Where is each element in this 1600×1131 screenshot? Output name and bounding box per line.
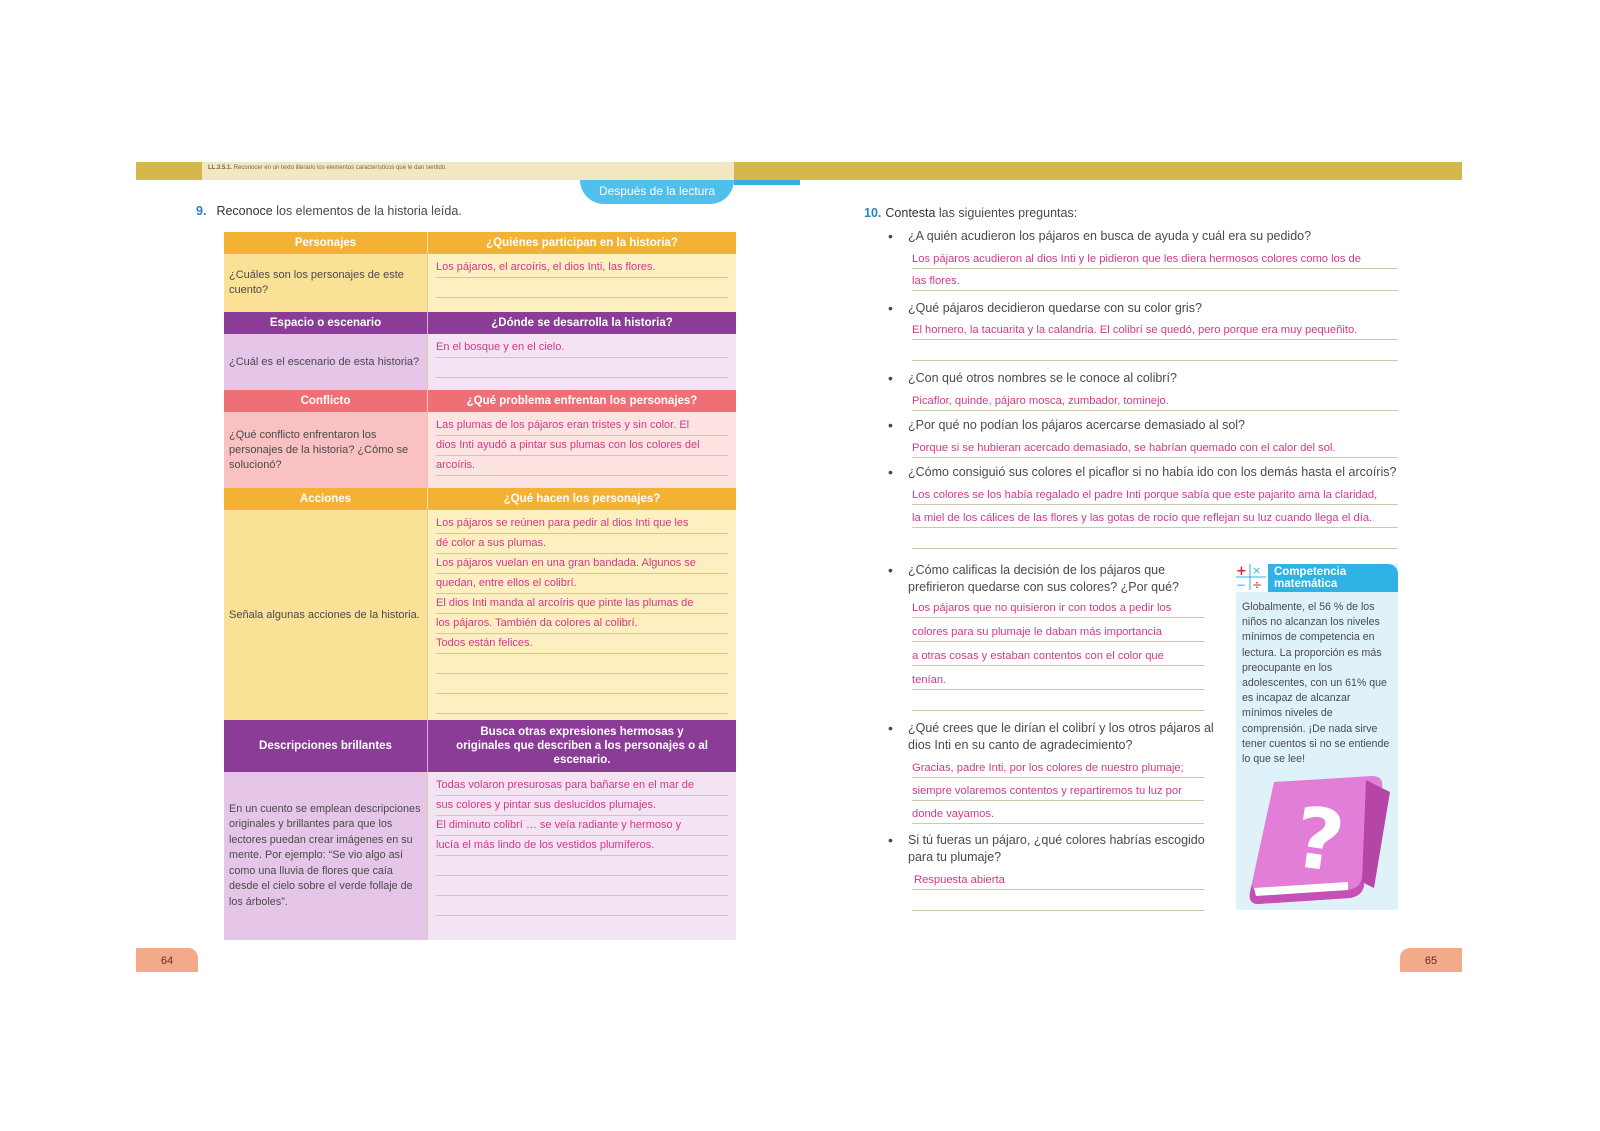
answer-3: Picaflor, quinde, pájaro mosca, zumbador, tominejo.: [912, 395, 1169, 407]
math-operators-icon: [1234, 562, 1268, 592]
table-header-acciones: Acciones ¿Qué hacen los personajes?: [224, 488, 736, 510]
answer-cell: Los pájaros, el arcoíris, el dios Inti, las flores.: [428, 254, 736, 312]
question-4: • ¿Por qué no podían los pájaros acercarse demasiado al sol?: [888, 417, 1246, 433]
svg-text:×: ×: [1252, 564, 1262, 577]
question-1: • ¿A quién acudieron los pájaros en busca de ayuda y cuál era su pedido?: [888, 228, 1312, 244]
answer-5-line-2: la miel de los cálices de las flores y las gotas de rocío que reflejan su luz cuando llega el día.: [912, 512, 1373, 524]
competencia-text: Globalmente, el 56 % de los niños no alcanzan los niveles mínimos de competencia en lectura. La proporción es más preocupante en los adolescentes, con un 61% que es incapaz de alcanzar mínimos niveles de comprensión. ¡De nada sirve tener cuentos si no se entiende lo que se lee!: [1242, 601, 1390, 766]
svg-text:÷: ÷: [1252, 578, 1263, 592]
answer-8: Respuesta abierta: [914, 874, 1005, 886]
table-row-personajes: [224, 254, 736, 312]
table-header-descripciones: Descripciones brillantes Busca otras expresiones hermosas y originales que describen a los personajes o al escenario.: [224, 720, 736, 772]
answer-2: El hornero, la tacuarita y la calandria. El colibrí se quedó, pero porque era muy pequeñito.: [912, 324, 1358, 336]
answer-1-line-2: las flores.: [912, 275, 960, 287]
question-cell: Señala algunas acciones de la historia.: [224, 510, 428, 720]
answer-5-line-1: Los colores se los había regalado el padre Inti porque sabía que este pajarito ama la claridad,: [912, 489, 1378, 501]
question-7: • ¿Qué crees que le dirían el colibrí y los otros pájaros al dios Inti en su canto de agradecimiento?: [888, 720, 1214, 752]
answer-cell: En el bosque y en el cielo.: [428, 334, 736, 390]
question-6: • ¿Cómo calificas la decisión de los pájaros que prefirieron quedarse con sus colores? ¿Por qué?: [888, 562, 1179, 594]
table-header-espacio: Espacio o escenario ¿Dónde se desarrolla la historia?: [224, 312, 736, 334]
table-row-espacio: [224, 334, 736, 390]
svg-text:+: +: [1236, 564, 1247, 579]
section-tab: Después de la lectura: [580, 180, 734, 204]
instruction-10: 10. Contesta las siguientes preguntas:: [864, 206, 1078, 220]
answer-6-line-4: tenían.: [912, 674, 947, 686]
answer-7-line-1: Gracias, padre Inti, por los colores de nuestro plumaje;: [912, 762, 1184, 774]
question-3: • ¿Con qué otros nombres se le conoce al colibrí?: [888, 370, 1177, 386]
competencia-box: [1236, 564, 1398, 910]
answer-cell: Las plumas de los pájaros eran tristes y sin color. El dios Inti ayudó a pintar sus plumas con los colores del arcoíris.: [428, 412, 736, 488]
story-elements-table: [224, 232, 736, 940]
blue-strip: [734, 180, 800, 185]
question-cell: ¿Qué conflicto enfrentaron los personajes de la historia? ¿Cómo se solucionó?: [224, 412, 428, 488]
question-cell: ¿Cuál es el escenario de esta historia?: [224, 334, 428, 390]
table-header-personajes: Personajes ¿Quiénes participan en la historia?: [224, 232, 736, 254]
question-5: • ¿Cómo consiguió sus colores el picaflor si no había ido con los demás hasta el arcoíris?: [888, 464, 1397, 480]
answer-6-line-3: a otras cosas y estaban contentos con el color que: [912, 650, 1164, 662]
question-cell: En un cuento se emplean descripciones originales y brillantes para que los lectores puedan crear imágenes en su mente. Por ejemplo: “Se vio algo así como una lluvia de flores que caía desde el cielo sobre el verde follaje de los árboles”.: [224, 772, 428, 940]
competencia-title: Competencia matemática: [1274, 566, 1347, 590]
table-header-conflicto: Conflicto ¿Qué problema enfrentan los personajes?: [224, 390, 736, 412]
answer-7-line-3: donde vayamos.: [912, 808, 995, 820]
answer-cell: Todas volaron presurosas para bañarse en el mar de sus colores y pintar sus deslucidos plumajes. El diminuto colibrí … se veía radiante y hermoso y lucía el más lindo de los vestidos plumíferos.: [428, 772, 736, 940]
table-row-descripciones: [224, 772, 736, 940]
question-8: • Si tú fueras un pájaro, ¿qué colores habrías escogido para tu plumaje?: [888, 832, 1205, 864]
table-row-acciones: [224, 510, 736, 720]
curriculum-note: LL.3.5.1. Reconocer en un texto literario los elementos característicos que le dan sentido.: [208, 165, 447, 171]
svg-text:?: ?: [1288, 787, 1351, 892]
svg-text:−: −: [1236, 578, 1247, 592]
question-2: • ¿Qué pájaros decidieron quedarse con su color gris?: [888, 300, 1202, 316]
question-cell: ¿Cuáles son los personajes de este cuento?: [224, 254, 428, 312]
page-number-right: 65: [1400, 948, 1462, 972]
answer-6-line-2: colores para su plumaje le daban más importancia: [912, 626, 1162, 638]
answer-cell: Los pájaros se reúnen para pedir al dios Inti que les dé color a sus plumas. Los pájaros vuelan en una gran bandada. Algunos se quedan, entre ellos el colibrí. El dios Inti manda al arcoíris que pinte las plumas de los pájaros. También da colores al colibrí. Todos están felices.: [428, 510, 736, 720]
instruction-9: 9. Reconoce los elementos de la historia leída.: [196, 204, 462, 218]
question-book-icon: [1244, 770, 1392, 906]
textbook-spread: [136, 162, 1462, 972]
page-number-left: 64: [136, 948, 198, 972]
answer-6-line-1: Los pájaros que no quisieron ir con todos a pedir los: [912, 602, 1172, 614]
answer-7-line-2: siempre volaremos contentos y repartiremos tu luz por: [912, 785, 1182, 797]
answer-4: Porque si se hubieran acercado demasiado, se habrían quemado con el calor del sol.: [912, 442, 1336, 454]
answer-1-line-1: Los pájaros acudieron al dios Inti y le pidieron que les diera hermosos colores como los de: [912, 253, 1361, 265]
table-row-conflicto: [224, 412, 736, 488]
